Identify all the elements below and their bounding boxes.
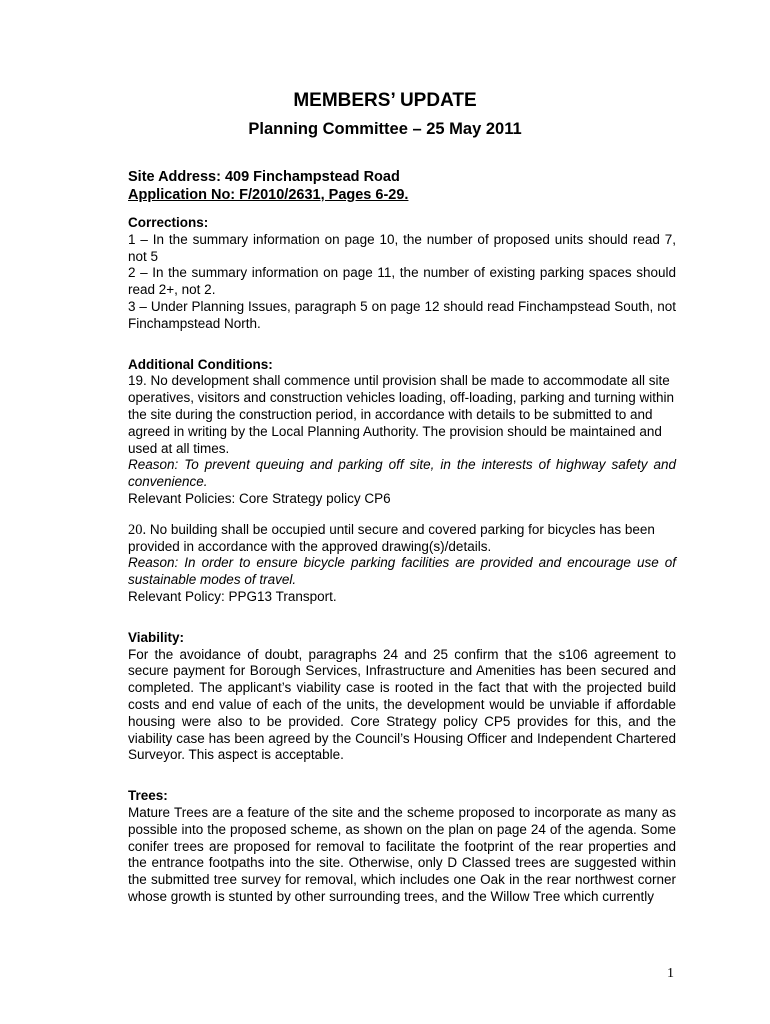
viability-section (128, 630, 676, 764)
viability-text: For the avoidance of doubt, paragraphs 24 and 25 confirm that the s106 agreement to secure payment for Borough Services, Infrastructure and Amenities has been secured and completed. The applicant’s viability case is rooted in the fact that with the projected build costs and end value of each of the units, the development would be unviable if affordable housing were also to be provided. Core Strategy policy CP5 provides for this, and the viability case has been agreed by the Council’s Housing Officer and Independent Chartered Surveyor. This aspect is acceptable. (128, 646, 676, 763)
trees-text: Mature Trees are a feature of the site and the scheme proposed to incorporate as many as possible into the proposed scheme, as shown on the plan on page 24 of the agenda. Some conifer trees are proposed for removal to facilitate the footprint of the rear properties and the entrance footpaths into the site. Otherwise, only D Classed trees are suggested within the submitted tree survey for removal, which includes one Oak in the rear northwest corner whose growth is stunted by other surrounding trees, and the Willow Tree which currently (128, 804, 676, 904)
document-subtitle: Planning Committee – 25 May 2011 (248, 120, 522, 138)
viability-heading: Viability: (128, 629, 185, 645)
document-title: MEMBERS’ UPDATE (293, 90, 477, 111)
condition-20-body: No building shall be occupied until secure and covered parking for bicycles has been provided in accordance with the approved drawing(s)/details. (128, 521, 655, 554)
correction-item: 1 – In the summary information on page 10, the number of proposed units should read 7, not 5 (128, 231, 676, 264)
corrections-section (128, 215, 676, 333)
application-number: Application No: F/2010/2631, Pages 6-29. (128, 187, 409, 203)
condition-20-text (128, 522, 676, 556)
conditions-section (128, 357, 676, 606)
site-address: Site Address: 409 Finchampstead Road (128, 169, 400, 185)
page-number: 1 (667, 966, 674, 981)
document-body (128, 168, 676, 906)
conditions-heading: Additional Conditions: (128, 356, 273, 372)
trees-heading: Trees: (128, 788, 168, 804)
condition-19-reason: Reason: To prevent queuing and parking off site, in the interests of highway safety and convenience. (128, 457, 676, 490)
condition-20-policy: Relevant Policy: PPG13 Transport. (128, 588, 337, 604)
corrections-heading: Corrections: (128, 215, 209, 230)
condition-19-text: 19. No development shall commence until provision shall be made to accommodate all site operatives, visitors and construction vehicles loading, off-loading, parking and turning within the site during the construction period, in accordance with details to be submitted to and agreed in writing by the Local Planning Authority. The provision should be maintained and used at all times. (128, 373, 675, 456)
correction-item: 2 – In the summary information on page 11, the number of existing parking spaces should read 2+, not 2. (128, 265, 676, 298)
condition-19-policy: Relevant Policies: Core Strategy policy CP6 (128, 490, 391, 506)
correction-item: 3 – Under Planning Issues, paragraph 5 on page 12 should read Finchampstead South, not Finchampstead North. (128, 298, 676, 331)
trees-section (128, 788, 676, 906)
condition-20-reason: Reason: In order to ensure bicycle parking facilities are provided and encourage use of sustainable modes of travel. (128, 555, 676, 588)
condition-20-number: 20. (128, 521, 147, 538)
